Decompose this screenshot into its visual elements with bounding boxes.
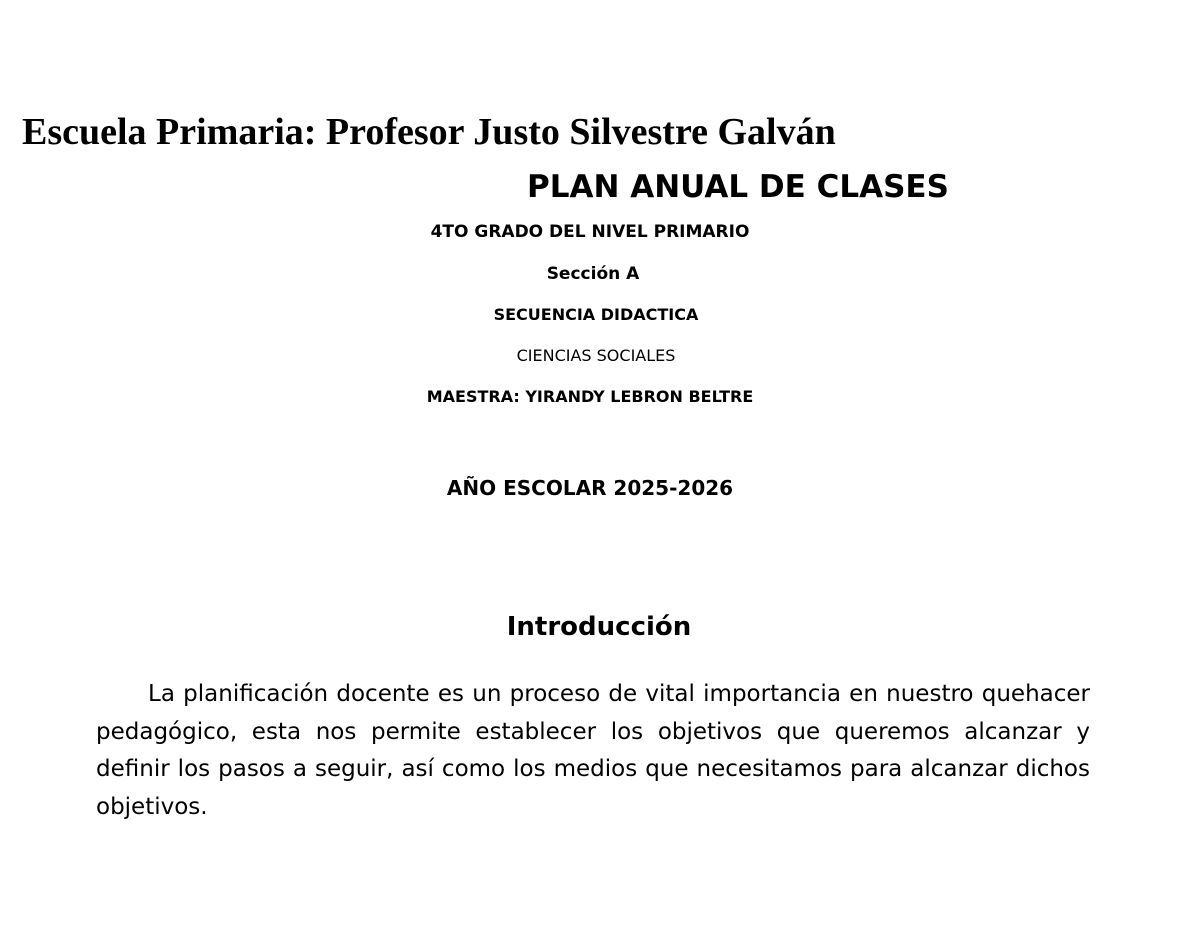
- school-year-line: AÑO ESCOLAR 2025-2026: [446, 476, 734, 500]
- teacher-line: MAESTRA: YIRANDY LEBRON BELTRE: [426, 387, 754, 406]
- school-title: Escuela Primaria: Profesor Justo Silvestre Galván: [22, 111, 836, 153]
- intro-heading: Introducción: [506, 612, 692, 642]
- intro-paragraph: La planificación docente es un proceso de vital importancia en nuestro quehacer pedagógico, esta nos permite establecer los objetivos que queremos alcanzar y definir los pasos a seguir, así como los medios que necesitamos para alcanzar dichos objetivos.: [96, 681, 1090, 820]
- subject-line: CIENCIAS SOCIALES: [516, 346, 676, 365]
- sequence-line: SECUENCIA DIDACTICA: [493, 305, 699, 324]
- grade-line: 4TO GRADO DEL NIVEL PRIMARIO: [430, 222, 750, 242]
- section-line: Sección A: [546, 264, 640, 284]
- plan-title: PLAN ANUAL DE CLASES: [527, 169, 949, 205]
